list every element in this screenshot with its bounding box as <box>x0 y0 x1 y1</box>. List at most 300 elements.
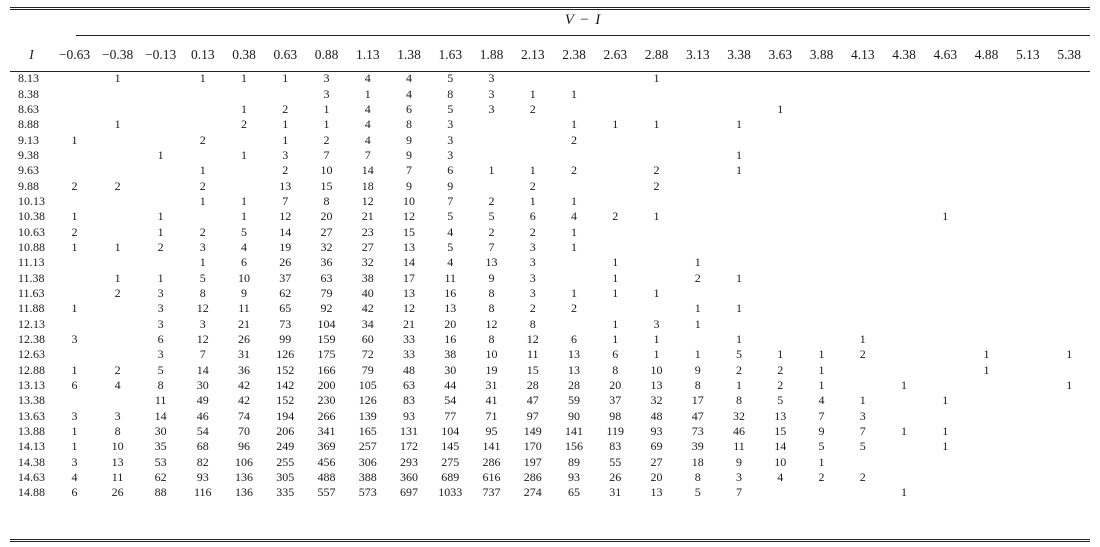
table-cell: 1 <box>71 239 78 254</box>
table-cell <box>801 178 842 193</box>
table-cell: 1 <box>736 270 742 285</box>
table-cell: 37 <box>279 270 292 285</box>
table-row <box>10 378 1090 393</box>
table-cell: 305 <box>276 470 295 485</box>
table-cell <box>883 286 924 301</box>
table-cell <box>966 332 1007 347</box>
table-cell: 5 <box>447 209 454 224</box>
table-cell: 159 <box>317 332 336 347</box>
table-cell: 1 <box>694 347 701 362</box>
table-cell <box>636 102 677 117</box>
table-cell: 3 <box>323 86 330 101</box>
table-cell: 89 <box>568 454 580 469</box>
table-cell: 1 <box>529 86 536 101</box>
row-label: 8.38 <box>18 86 39 101</box>
table-cell: 13 <box>774 408 787 423</box>
table-cell <box>182 148 223 163</box>
table-cell <box>801 270 842 285</box>
column-header: 0.88 <box>314 47 339 62</box>
table-cell <box>966 409 1007 424</box>
table-cell <box>883 86 924 101</box>
table-cell <box>677 178 718 193</box>
table-cell <box>966 485 1007 500</box>
table-cell <box>801 163 842 178</box>
table-cell <box>966 148 1007 163</box>
table-cell <box>1007 455 1048 470</box>
table-cell: 42 <box>238 393 250 408</box>
table-cell: 16 <box>444 332 457 347</box>
table-cell <box>760 255 801 270</box>
table-cell: 11 <box>733 439 745 454</box>
table-cell <box>801 224 842 239</box>
table-cell <box>883 470 924 485</box>
table-cell: 2 <box>859 470 866 485</box>
table-cell: 1 <box>1066 347 1073 362</box>
table-cell: 136 <box>235 470 253 485</box>
table-cell: 65 <box>568 485 580 500</box>
table-cell: 30 <box>154 424 167 439</box>
table-cell: 2 <box>571 163 577 178</box>
table-cell: 32 <box>320 239 333 254</box>
table-cell: 93 <box>568 470 580 485</box>
table-cell: 1 <box>612 117 619 132</box>
table-cell: 5 <box>488 209 495 224</box>
table-cell <box>760 286 801 301</box>
table-cell: 1 <box>157 209 164 224</box>
table-cell: 15 <box>526 362 539 377</box>
table-cell <box>96 194 139 209</box>
table-cell: 59 <box>568 393 580 408</box>
table-cell <box>801 301 842 316</box>
table-cell <box>677 117 718 132</box>
table-cell <box>595 178 636 193</box>
table-cell: 1 <box>71 439 78 454</box>
table-cell <box>718 255 759 270</box>
table-cell <box>760 194 801 209</box>
table-cell: 1 <box>859 393 866 408</box>
table-cell: 15 <box>774 424 787 439</box>
table-cell: 2 <box>199 178 206 193</box>
table-row <box>10 470 1090 485</box>
table-cell: 194 <box>276 408 295 423</box>
table-cell: 9 <box>241 285 247 300</box>
table-cell <box>96 224 139 239</box>
table-cell <box>925 347 966 362</box>
table-cell <box>842 301 883 316</box>
table-cell: 1 <box>282 71 289 86</box>
table-cell <box>1007 148 1048 163</box>
table-cell: 142 <box>276 378 295 393</box>
table-cell <box>1007 194 1048 209</box>
table-cell: 6 <box>447 163 454 178</box>
table-cell: 1 <box>942 393 949 408</box>
table-row <box>10 86 1090 101</box>
table-cell: 8 <box>694 470 701 485</box>
table-cell <box>553 68 594 86</box>
table-cell: 10 <box>320 163 333 178</box>
table-cell: 105 <box>358 378 377 393</box>
table-cell: 14 <box>774 439 787 454</box>
table-cell: 5 <box>694 485 701 500</box>
table-cell: 2 <box>241 117 247 132</box>
table-cell <box>96 102 139 117</box>
table-cell: 3 <box>488 101 495 116</box>
table-cell <box>801 286 842 301</box>
table-cell: 6 <box>612 347 619 362</box>
column-header: 1.88 <box>479 47 504 62</box>
table-row <box>10 68 1090 86</box>
table-cell <box>760 86 801 101</box>
table-cell <box>966 240 1007 255</box>
table-cell: 14 <box>154 408 167 423</box>
table-cell <box>883 439 924 454</box>
table-cell <box>636 240 677 255</box>
table-cell: 2 <box>488 193 495 208</box>
table-cell: 1 <box>736 332 742 347</box>
table-cell <box>966 117 1007 132</box>
table-cell <box>96 317 139 332</box>
table-cell <box>842 224 883 239</box>
table-cell <box>842 270 883 285</box>
table-cell: 1 <box>653 332 660 347</box>
table-cell: 139 <box>358 408 377 423</box>
table-cell: 47 <box>691 408 704 423</box>
table-cell: 3 <box>199 239 206 254</box>
table-cell <box>842 132 883 147</box>
table-cell: 82 <box>196 454 209 469</box>
table-cell: 152 <box>276 393 295 408</box>
table-cell: 7 <box>323 147 330 162</box>
table-cell <box>53 194 96 209</box>
frequency-table <box>10 42 1090 501</box>
column-header: 1.38 <box>397 47 421 62</box>
table-cell: 21 <box>403 316 415 331</box>
table-cell: 1 <box>983 347 990 362</box>
table-cell: 74 <box>238 408 250 423</box>
table-cell: 8 <box>736 393 742 408</box>
table-cell: 62 <box>154 470 167 485</box>
table-cell: 27 <box>361 239 374 254</box>
table-cell: 360 <box>400 470 418 485</box>
table-cell: 1 <box>777 347 784 362</box>
table-cell: 54 <box>444 393 457 408</box>
table-cell <box>1048 424 1090 439</box>
table-cell <box>883 209 924 224</box>
table-cell <box>801 132 842 147</box>
table-row <box>10 301 1090 316</box>
table-row <box>10 286 1090 301</box>
table-cell: 10 <box>403 193 415 208</box>
table-cell <box>53 68 96 86</box>
table-cell: 31 <box>238 347 250 362</box>
table-cell <box>677 68 718 86</box>
table-cell: 49 <box>196 393 209 408</box>
table-cell <box>760 117 801 132</box>
table-cell: 152 <box>276 362 295 377</box>
table-cell: 65 <box>279 301 292 316</box>
table-cell: 1 <box>612 316 619 331</box>
table-cell <box>1048 209 1090 224</box>
table-cell <box>760 485 801 500</box>
table-cell: 10 <box>650 362 663 377</box>
table-cell: 2 <box>323 132 330 147</box>
table-cell: 2 <box>859 347 866 362</box>
table-cell: 1 <box>157 147 164 162</box>
table-cell: 3 <box>71 408 78 423</box>
table-cell: 9 <box>406 178 412 193</box>
table-cell: 275 <box>441 454 460 469</box>
table-cell <box>718 68 759 86</box>
table-cell: 1 <box>1066 378 1073 393</box>
table-cell <box>966 424 1007 439</box>
table-cell: 12 <box>196 301 209 316</box>
table-cell <box>718 209 759 224</box>
table-cell <box>801 255 842 270</box>
table-cell: 3 <box>114 408 121 423</box>
table-cell: 77 <box>444 408 457 423</box>
table-cell <box>182 86 223 101</box>
table-cell <box>842 117 883 132</box>
table-cell: 20 <box>444 316 457 331</box>
table-cell: 31 <box>485 378 498 393</box>
table-cell <box>1048 286 1090 301</box>
table-cell: 6 <box>571 332 577 347</box>
table-cell: 2 <box>694 270 701 285</box>
table-cell: 3 <box>71 332 78 347</box>
column-header: 2.63 <box>603 47 628 62</box>
column-header: −0.13 <box>144 47 177 62</box>
table-cell: 1033 <box>438 485 463 500</box>
table-cell: 3 <box>157 301 164 316</box>
table-cell: 1 <box>157 224 164 239</box>
table-cell <box>925 117 966 132</box>
column-header: −0.38 <box>101 47 134 62</box>
table-cell: 3 <box>529 285 536 300</box>
table-cell: 1 <box>736 378 742 393</box>
table-cell: 63 <box>403 378 415 393</box>
table-cell: 88 <box>154 485 167 500</box>
table-cell: 1 <box>571 285 577 300</box>
row-label: 12.38 <box>18 332 45 347</box>
table-row <box>10 332 1090 347</box>
table-cell: 5 <box>447 71 454 86</box>
table-cell <box>1048 485 1090 500</box>
table-cell: 1 <box>282 117 289 132</box>
table-cell: 1 <box>694 255 701 270</box>
table-cell: 1 <box>114 239 121 254</box>
table-cell: 12 <box>403 209 415 224</box>
table-cell <box>1007 301 1048 316</box>
table-cell: 5 <box>736 347 742 362</box>
table-row <box>10 132 1090 147</box>
row-label: 9.63 <box>18 163 39 178</box>
table-cell <box>925 132 966 147</box>
table-cell: 37 <box>609 393 622 408</box>
table-cell: 73 <box>691 424 704 439</box>
table-cell: 1 <box>199 193 206 208</box>
table-cell <box>1007 68 1048 86</box>
table-cell: 47 <box>526 393 539 408</box>
table-cell <box>966 301 1007 316</box>
table-cell: 1 <box>323 101 330 116</box>
table-row <box>10 347 1090 362</box>
table-cell <box>1007 102 1048 117</box>
table-cell <box>925 470 966 485</box>
table-cell: 2 <box>653 163 660 178</box>
column-header: 3.38 <box>727 47 751 62</box>
row-label: 12.63 <box>18 347 45 362</box>
table-cell <box>96 393 139 408</box>
table-cell: 5 <box>447 239 454 254</box>
table-cell <box>760 301 801 316</box>
table-cell <box>925 148 966 163</box>
table-cell <box>677 332 718 347</box>
table-cell: 1 <box>818 454 825 469</box>
table-cell <box>883 332 924 347</box>
table-cell <box>842 148 883 163</box>
table-cell <box>842 363 883 378</box>
table-cell: 5 <box>241 224 247 239</box>
table-cell <box>925 102 966 117</box>
table-cell <box>883 270 924 285</box>
table-cell: 1 <box>818 378 825 393</box>
table-cell: 1 <box>71 132 78 147</box>
table-cell: 1 <box>736 147 742 162</box>
table-cell <box>1048 301 1090 316</box>
table-cell <box>883 148 924 163</box>
row-label: 13.13 <box>18 378 45 393</box>
table-cell <box>139 117 182 132</box>
table-cell: 98 <box>609 408 622 423</box>
table-cell <box>966 163 1007 178</box>
table-cell <box>883 163 924 178</box>
table-cell: 38 <box>361 270 374 285</box>
table-cell: 28 <box>526 378 539 393</box>
table-cell: 616 <box>482 470 501 485</box>
table-cell: 3 <box>529 255 536 270</box>
table-cell: 573 <box>358 485 377 500</box>
table-cell: 72 <box>361 347 374 362</box>
table-cell <box>595 86 636 101</box>
table-cell <box>471 132 512 147</box>
row-label: 10.88 <box>18 239 45 254</box>
table-cell: 14 <box>196 362 209 377</box>
table-cell: 1 <box>71 209 78 224</box>
table-cell: 2 <box>529 101 536 116</box>
table-cell <box>966 270 1007 285</box>
table-cell <box>760 332 801 347</box>
table-cell <box>760 163 801 178</box>
table-cell: 18 <box>691 454 704 469</box>
table-cell <box>883 240 924 255</box>
table-cell: 36 <box>238 362 250 377</box>
table-cell <box>1007 317 1048 332</box>
table-cell <box>925 240 966 255</box>
table-cell <box>925 178 966 193</box>
table-cell <box>1048 255 1090 270</box>
table-cell: 60 <box>361 332 374 347</box>
table-cell <box>1007 332 1048 347</box>
table-cell: 4 <box>447 224 454 239</box>
table-cell: 1 <box>612 255 619 270</box>
table-cell: 4 <box>364 132 371 147</box>
column-header: 1.13 <box>355 47 380 62</box>
table-cell: 274 <box>523 485 542 500</box>
table-cell: 68 <box>196 439 209 454</box>
table-cell: 14 <box>403 255 415 270</box>
table-cell: 13 <box>444 301 457 316</box>
table-cell: 3 <box>157 347 164 362</box>
column-header: 2.13 <box>520 47 545 62</box>
table-cell: 9 <box>818 424 825 439</box>
row-label: 12.13 <box>18 316 45 331</box>
table-cell <box>636 148 677 163</box>
table-cell: 92 <box>320 301 333 316</box>
table-row <box>10 148 1090 163</box>
table-cell: 28 <box>568 378 580 393</box>
table-cell <box>471 148 512 163</box>
table-cell: 149 <box>523 424 542 439</box>
table-cell: 96 <box>238 439 250 454</box>
table-cell: 13 <box>485 255 498 270</box>
table-cell: 8 <box>406 117 412 132</box>
table-cell: 4 <box>114 378 121 393</box>
table-cell: 11 <box>154 393 167 408</box>
table-cell <box>842 286 883 301</box>
table-cell: 23 <box>361 224 374 239</box>
table-cell <box>512 117 553 132</box>
table-cell: 3 <box>653 316 660 331</box>
table-cell: 136 <box>235 485 253 500</box>
table-cell: 3 <box>199 316 206 331</box>
table-cell <box>1007 485 1048 500</box>
table-cell: 5 <box>447 101 454 116</box>
table-cell: 4 <box>777 470 784 485</box>
row-label: 13.38 <box>18 393 45 408</box>
table-cell <box>925 409 966 424</box>
table-cell <box>677 132 718 147</box>
table-row <box>10 255 1090 270</box>
table-cell: 1 <box>653 117 660 132</box>
table-cell: 119 <box>606 424 625 439</box>
table-cell: 1 <box>736 163 742 178</box>
table-cell <box>1007 470 1048 485</box>
table-cell <box>1048 132 1090 147</box>
table-cell: 6 <box>71 485 78 500</box>
table-cell <box>925 317 966 332</box>
table-cell <box>636 132 677 147</box>
table-cell: 104 <box>441 424 460 439</box>
table-cell <box>801 86 842 101</box>
table-cell: 104 <box>317 316 336 331</box>
table-cell <box>760 178 801 193</box>
table-cell: 34 <box>361 316 374 331</box>
table-cell <box>801 240 842 255</box>
table-cell: 3 <box>529 270 536 285</box>
table-cell: 1 <box>71 362 78 377</box>
table-row <box>10 240 1090 255</box>
table-cell <box>139 255 182 270</box>
table-cell <box>53 102 96 117</box>
table-cell <box>96 132 139 147</box>
table-cell: 1 <box>942 424 949 439</box>
table-cell: 1 <box>571 224 577 239</box>
table-cell: 689 <box>441 470 460 485</box>
table-cell: 388 <box>358 470 377 485</box>
table-cell: 6 <box>529 209 536 224</box>
table-cell: 15 <box>320 178 333 193</box>
table-cell: 2 <box>818 470 825 485</box>
